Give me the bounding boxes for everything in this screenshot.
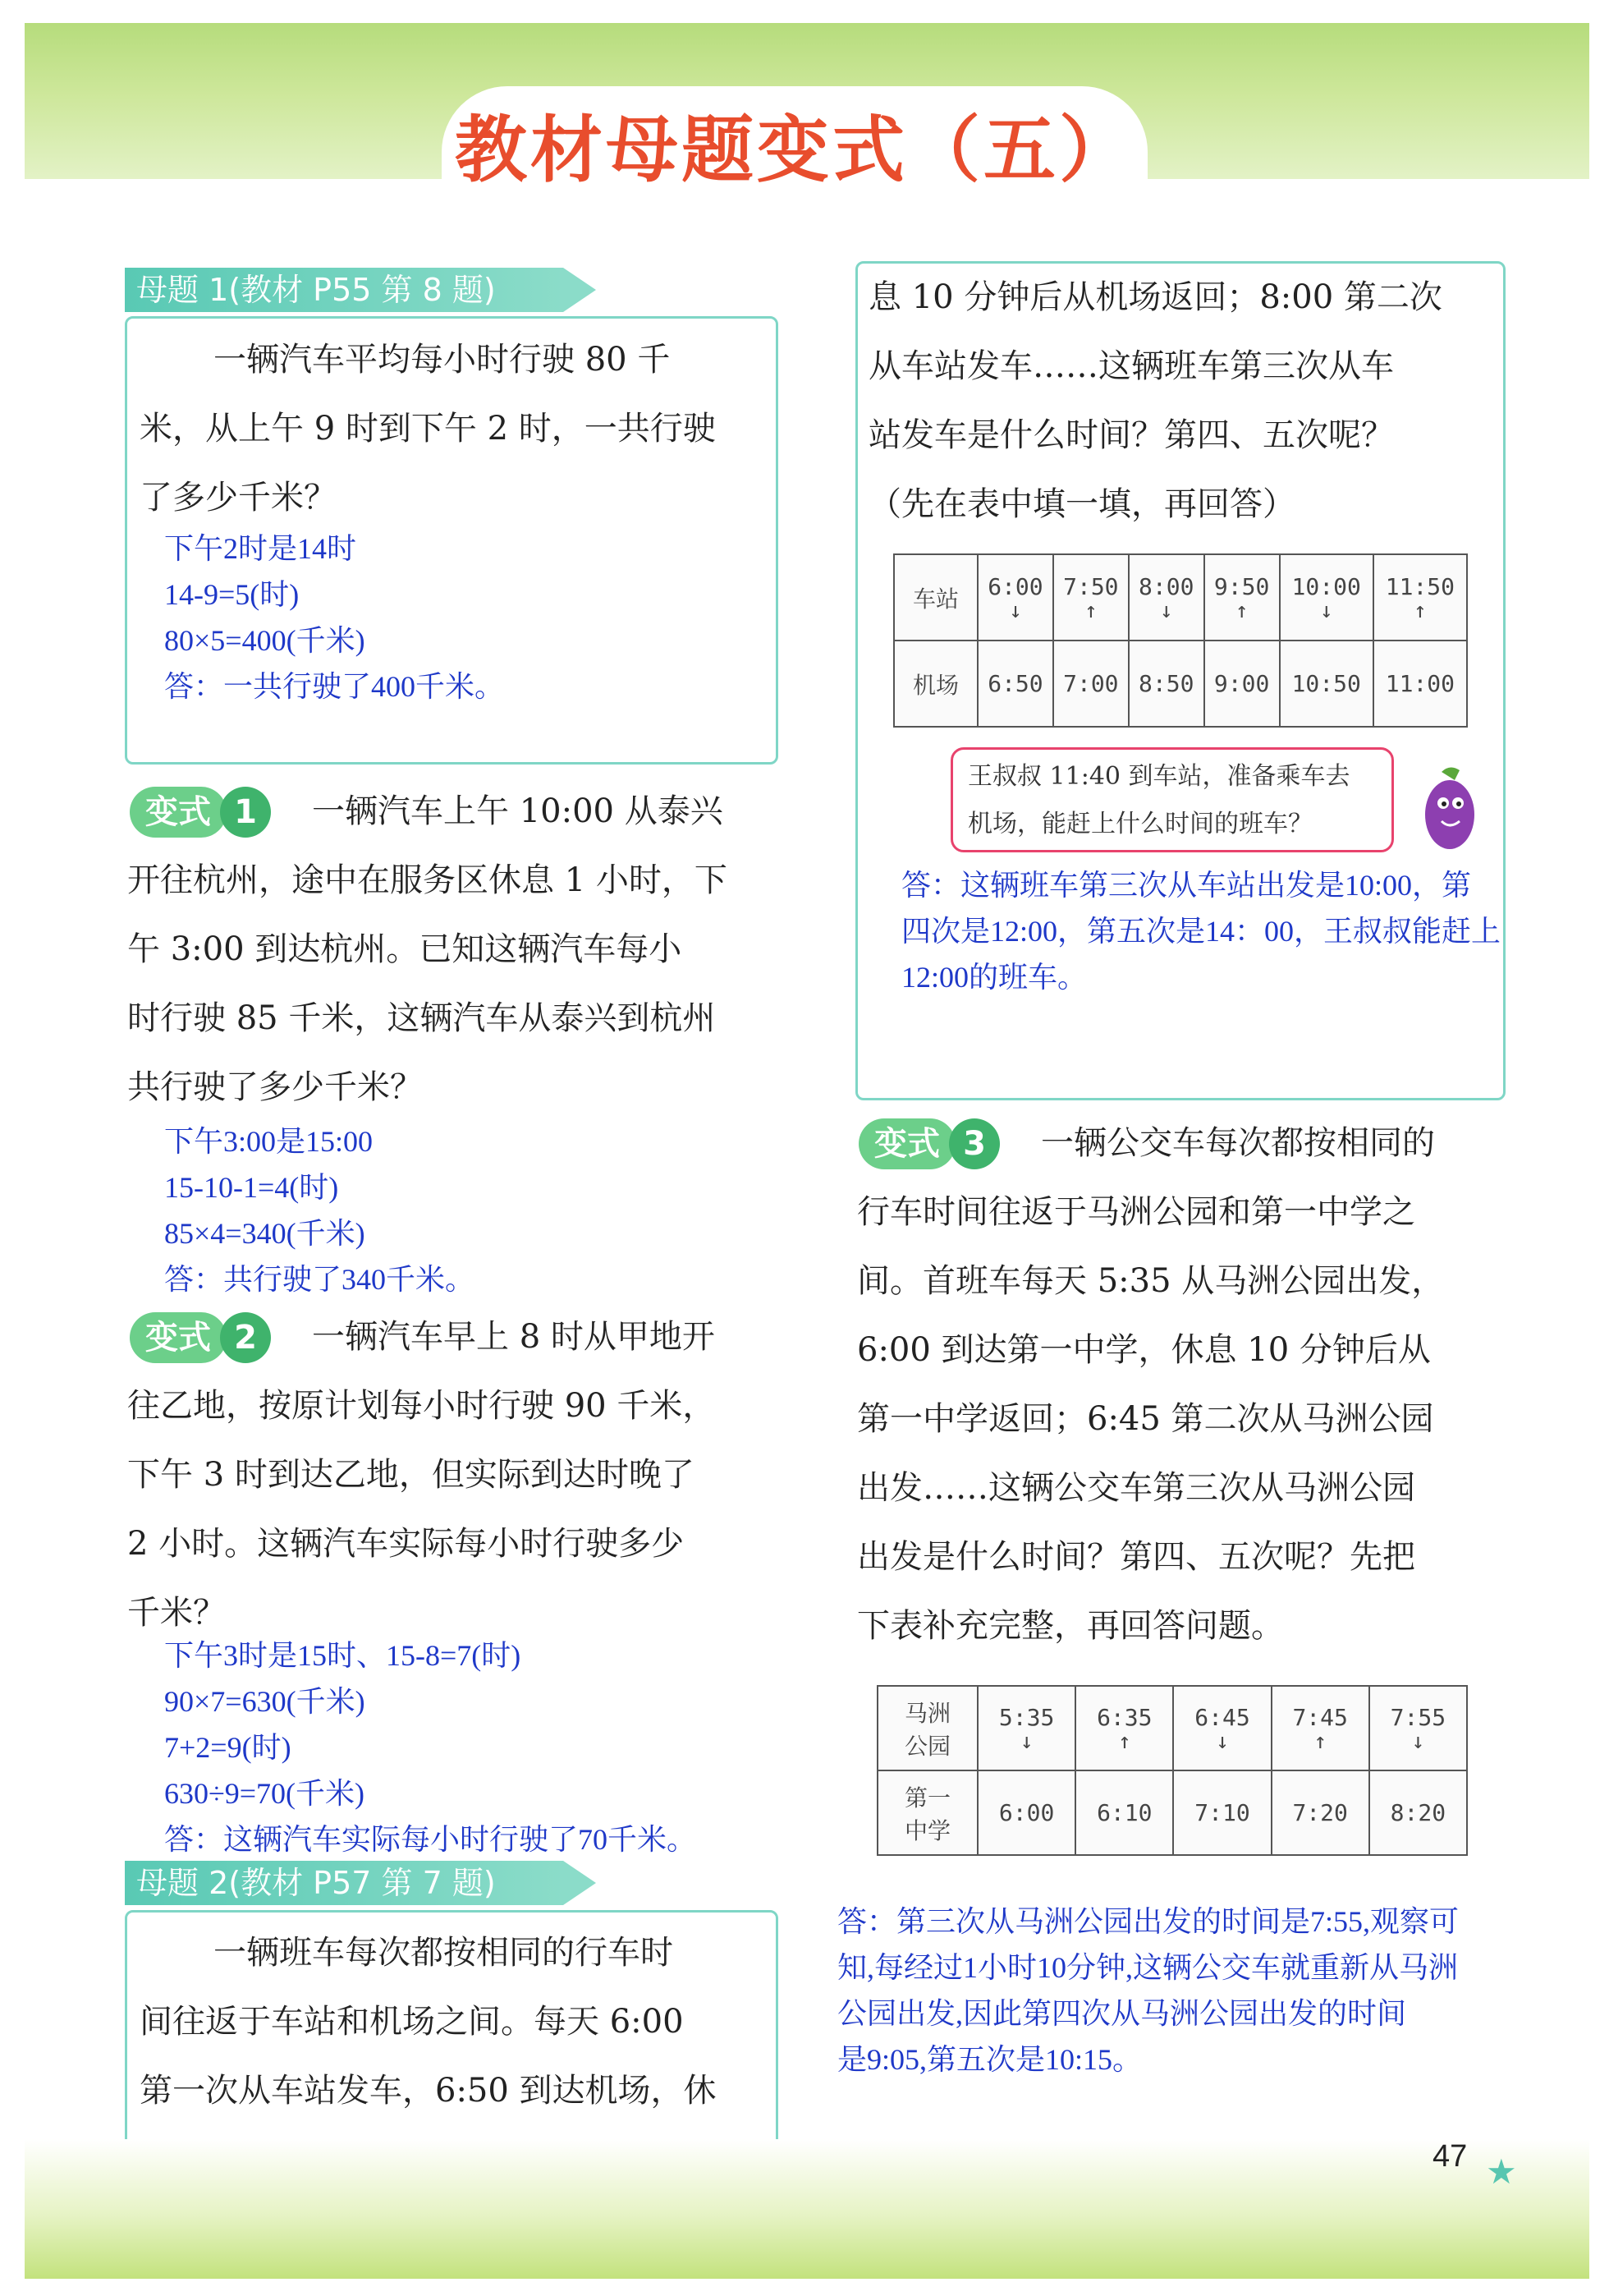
variant-1-line-4: 时行驶 85 千米，这辆汽车从泰兴到杭州 [127,999,716,1037]
timetable-1-cell [1053,554,1129,641]
question-2-line-1: 一辆班车每次都按相同的行车时 [213,1934,673,1972]
variant-2-answer-2: 90×7=630(千米) [164,1685,365,1718]
timetable-1-station-label: 车站 [894,554,978,641]
variant-3-answer-3: 公园出发,因此第四次从马洲公园出发的时间 [837,1997,1407,2030]
bubble-line-2: 机场，能赶上什么时间的班车？ [968,810,1313,838]
variant-2-line-1: 一辆汽车早上 8 时从甲地开 [312,1318,715,1356]
variant-2-line-3: 下午 3 时到达乙地，但实际到达时晚了 [127,1456,694,1494]
up-arrow-icon: ↑ [1414,599,1427,623]
variant-3-answer-2: 知,每经过1小时10分钟,这辆公交车就重新从马洲 [837,1951,1459,1984]
timetable-1-cell [1204,554,1280,641]
variant-1-answer-1: 下午3:00是15:00 [164,1125,374,1158]
page-title: 教材母题变式（五） [454,108,1135,192]
variant-3-line-7: 出发是什么时间？第四、五次呢？先把 [857,1538,1415,1576]
time-cell: 6:45 [1194,1704,1250,1731]
variant-3-line-1: 一辆公交车每次都按相同的 [1041,1124,1435,1162]
answer-1-line-3: 80×5=400(千米) [164,624,365,657]
variant-2-badge-label: 变式 [130,1312,227,1363]
answer-1-line-4: 答：一共行驶了400千米。 [164,670,505,703]
variant-1-badge [130,787,274,838]
variant-3-line-6: 出发……这辆公交车第三次从马洲公园 [857,1469,1415,1507]
up-arrow-icon: ↑ [1117,1729,1131,1754]
down-arrow-icon: ↓ [1216,1729,1229,1754]
question-1-tag: 母题 1(教材 P55 第 8 题) [125,268,563,312]
variant-2-answer-5: 答：这辆汽车实际每小时行驶了70千米。 [164,1823,697,1856]
time-cell: 6:35 [1097,1704,1153,1731]
time-cell: 9:50 [1213,573,1270,600]
question-2-answer-2: 四次是12:00，第五次是14：00，王叔叔能赶上 [901,915,1501,948]
time-cell: 7:55 [1390,1704,1446,1731]
time-cell: 8:00 [1139,573,1194,600]
question-2-cont-line-4: （先在表中填一填，再回答） [869,485,1295,523]
bus-timetable-1 [893,553,1468,728]
question-2-tag: 母题 2(教材 P57 第 7 题) [125,1861,563,1905]
variant-3-badge [859,1118,1003,1169]
time-cell: 7:10 [1173,1770,1271,1855]
down-arrow-icon: ↓ [1009,599,1022,623]
time-cell: 8:20 [1369,1770,1467,1855]
timetable-2-school-label [878,1770,978,1855]
page-number: 47 [1433,2139,1468,2174]
time-cell: 7:45 [1292,1704,1348,1731]
variant-1-answer-2: 15-10-1=4(时) [164,1171,339,1204]
question-2-answer-3: 12:00的班车。 [901,961,1088,994]
time-cell: 10:50 [1280,641,1373,727]
variant-1-line-1: 一辆汽车上午 10:00 从泰兴 [312,792,723,830]
eggplant-mascot-icon [1417,764,1483,854]
time-cell: 6:10 [1075,1770,1173,1855]
time-cell: 5:35 [998,1704,1055,1731]
variant-2-answer-3: 7+2=9(时) [164,1731,291,1764]
variant-3-answer-4: 是9:05,第五次是10:15。 [837,2043,1143,2076]
star-icon: ★ [1486,2151,1517,2192]
up-arrow-icon: ↑ [1084,599,1098,623]
timetable-1-cell [1373,554,1467,641]
variant-3-badge-label: 变式 [859,1118,956,1169]
answer-1-line-2: 14-9=5(时) [164,578,300,611]
variant-1-answer-4: 答：共行驶了340千米。 [164,1263,475,1296]
label-line: 马洲 [904,1699,951,1727]
answer-1-line-1: 下午2时是14时 [164,532,357,565]
variant-1-answer-3: 85×4=340(千米) [164,1217,365,1250]
variant-1-badge-label: 变式 [130,787,227,838]
question-2-answer-1: 答：这辆班车第三次从车站出发是10:00，第 [901,869,1472,902]
timetable-2-cell [1075,1686,1173,1770]
variant-3-badge-num: 3 [949,1118,1000,1169]
time-cell: 7:00 [1053,641,1129,727]
question-1-line-3: 了多少千米？ [140,479,337,517]
variant-2-line-5: 千米？ [127,1594,226,1632]
variant-3-line-5: 第一中学返回；6:45 第二次从马洲公园 [857,1400,1434,1438]
question-1-line-2: 米，从上午 9 时到下午 2 时，一共行驶 [140,410,716,448]
timetable-2-cell [1173,1686,1271,1770]
down-arrow-icon: ↓ [1020,1729,1034,1754]
time-cell: 7:20 [1272,1770,1369,1855]
time-cell: 9:00 [1204,641,1280,727]
timetable-2-cell [1369,1686,1467,1770]
variant-3-answer-1: 答：第三次从马洲公园出发的时间是7:55,观察可 [837,1905,1460,1938]
variant-3-line-2: 行车时间往返于马洲公园和第一中学之 [857,1193,1415,1231]
question-2-cont-line-1: 息 10 分钟后从机场返回；8:00 第二次 [869,278,1442,316]
variant-2-answer-1: 下午3时是15时、15-8=7(时) [164,1639,521,1672]
variant-1-badge-num: 1 [220,787,271,838]
bus-timetable-2 [877,1685,1468,1856]
timetable-1-cell [978,554,1053,641]
time-cell: 6:00 [988,573,1043,600]
variant-1-line-3: 午 3:00 到达杭州。已知这辆汽车每小 [127,930,682,968]
label-line: 第一 [904,1784,951,1812]
time-cell: 8:50 [1129,641,1204,727]
variant-2-line-4: 2 小时。这辆汽车实际每小时行驶多少 [127,1525,685,1563]
timetable-2-cell [978,1686,1075,1770]
timetable-1-cell [1280,554,1373,641]
question-2-line-3: 第一次从车站发车，6:50 到达机场，休 [140,2072,717,2110]
time-cell: 11:50 [1385,573,1455,600]
timetable-1-cell [1129,554,1204,641]
timetable-1-airport-label: 机场 [894,641,978,727]
variant-1-line-2: 开往杭州，途中在服务区休息 1 小时，下 [127,861,727,899]
variant-2-badge-num: 2 [220,1312,271,1363]
bubble-line-1: 王叔叔 11:40 到车站，准备乘车去 [968,762,1350,791]
time-cell: 6:50 [978,641,1053,727]
up-arrow-icon: ↑ [1235,599,1249,623]
down-arrow-icon: ↓ [1319,599,1333,623]
timetable-2-park-label [878,1686,978,1770]
variant-2-badge [130,1312,274,1363]
variant-3-line-8: 下表补充完整，再回答问题。 [857,1607,1284,1645]
question-2-cont-line-3: 站发车是什么时间？第四、五次呢？ [869,416,1394,454]
variant-3-line-3: 间。首班车每天 5:35 从马洲公园出发， [857,1262,1445,1300]
variant-1-line-5: 共行驶了多少千米？ [127,1068,423,1106]
time-cell: 7:50 [1063,573,1119,600]
time-cell: 6:00 [978,1770,1075,1855]
variant-2-answer-4: 630÷9=70(千米) [164,1777,365,1810]
question-1-line-1: 一辆汽车平均每小时行驶 80 千 [213,341,671,379]
label-line: 公园 [904,1732,951,1760]
time-cell: 11:00 [1373,641,1467,727]
variant-2-line-2: 往乙地，按原计划每小时行驶 90 千米， [127,1387,716,1425]
up-arrow-icon: ↑ [1313,1729,1327,1754]
timetable-2-cell [1272,1686,1369,1770]
down-arrow-icon: ↓ [1159,599,1173,623]
time-cell: 10:00 [1291,573,1361,600]
label-line: 中学 [904,1816,951,1844]
footer-band [25,2139,1589,2279]
speech-bubble [951,747,1394,852]
variant-3-line-4: 6:00 到达第一中学，休息 10 分钟后从 [857,1331,1431,1369]
question-2-cont-line-2: 从车站发车……这辆班车第三次从车 [869,347,1394,385]
question-2-line-2: 间往返于车站和机场之间。每天 6:00 [140,2003,684,2041]
down-arrow-icon: ↓ [1411,1729,1425,1754]
title-plate [442,86,1148,218]
